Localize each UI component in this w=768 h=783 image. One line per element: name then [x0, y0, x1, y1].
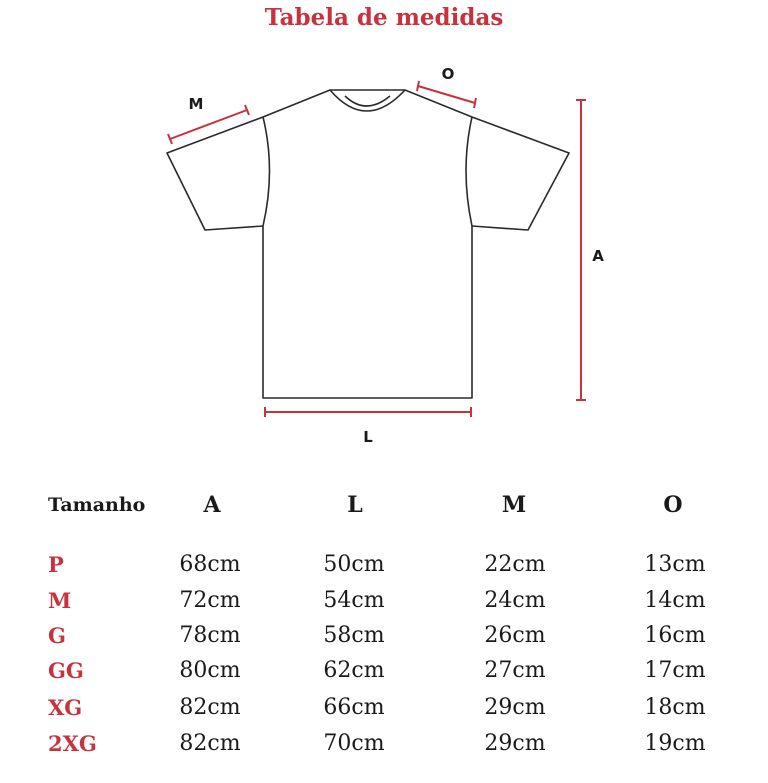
value-cell: 27cm	[484, 658, 546, 683]
value-cell: 66cm	[323, 695, 385, 720]
header-cell: Tamanho	[48, 494, 146, 516]
label-o: O	[441, 65, 455, 83]
label-m: M	[188, 95, 204, 113]
table-row	[0, 548, 768, 582]
value-cell: 18cm	[644, 695, 706, 720]
page-title: Tabela de medidas	[264, 4, 504, 31]
header-cell: O	[663, 492, 683, 518]
header-cell: M	[501, 492, 527, 518]
value-cell: 68cm	[179, 552, 241, 577]
value-cell: 50cm	[323, 552, 385, 577]
size-cell: 2XG	[48, 731, 97, 756]
value-cell: 58cm	[323, 623, 385, 648]
header-cell: L	[347, 492, 363, 518]
table-header	[0, 488, 768, 522]
value-cell: 24cm	[484, 588, 546, 613]
label-l: L	[363, 428, 373, 446]
value-cell: 26cm	[484, 623, 546, 648]
value-cell: 17cm	[644, 658, 706, 683]
value-cell: 16cm	[644, 623, 706, 648]
value-cell: 70cm	[323, 731, 385, 756]
value-cell: 13cm	[644, 552, 706, 577]
value-cell: 19cm	[644, 731, 706, 756]
value-cell: 80cm	[179, 658, 241, 683]
table-row	[0, 584, 768, 618]
value-cell: 62cm	[323, 658, 385, 683]
size-cell: XG	[48, 695, 83, 720]
size-cell: M	[48, 588, 72, 613]
value-cell: 72cm	[179, 588, 241, 613]
value-cell: 54cm	[323, 588, 385, 613]
value-cell: 22cm	[484, 552, 546, 577]
value-cell: 78cm	[179, 623, 241, 648]
value-cell: 82cm	[179, 731, 241, 756]
label-a: A	[592, 247, 604, 265]
measure-lines	[168, 81, 586, 417]
value-cell: 29cm	[484, 731, 546, 756]
value-cell: 82cm	[179, 695, 241, 720]
header-cell: A	[203, 492, 221, 518]
value-cell: 14cm	[644, 588, 706, 613]
tshirt-outline	[167, 90, 569, 398]
table-row	[0, 691, 768, 725]
size-cell: GG	[48, 658, 84, 683]
size-cell: P	[48, 552, 64, 577]
value-cell: 29cm	[484, 695, 546, 720]
table-row	[0, 654, 768, 688]
table-row	[0, 727, 768, 761]
size-cell: G	[48, 623, 66, 648]
table-row	[0, 619, 768, 653]
